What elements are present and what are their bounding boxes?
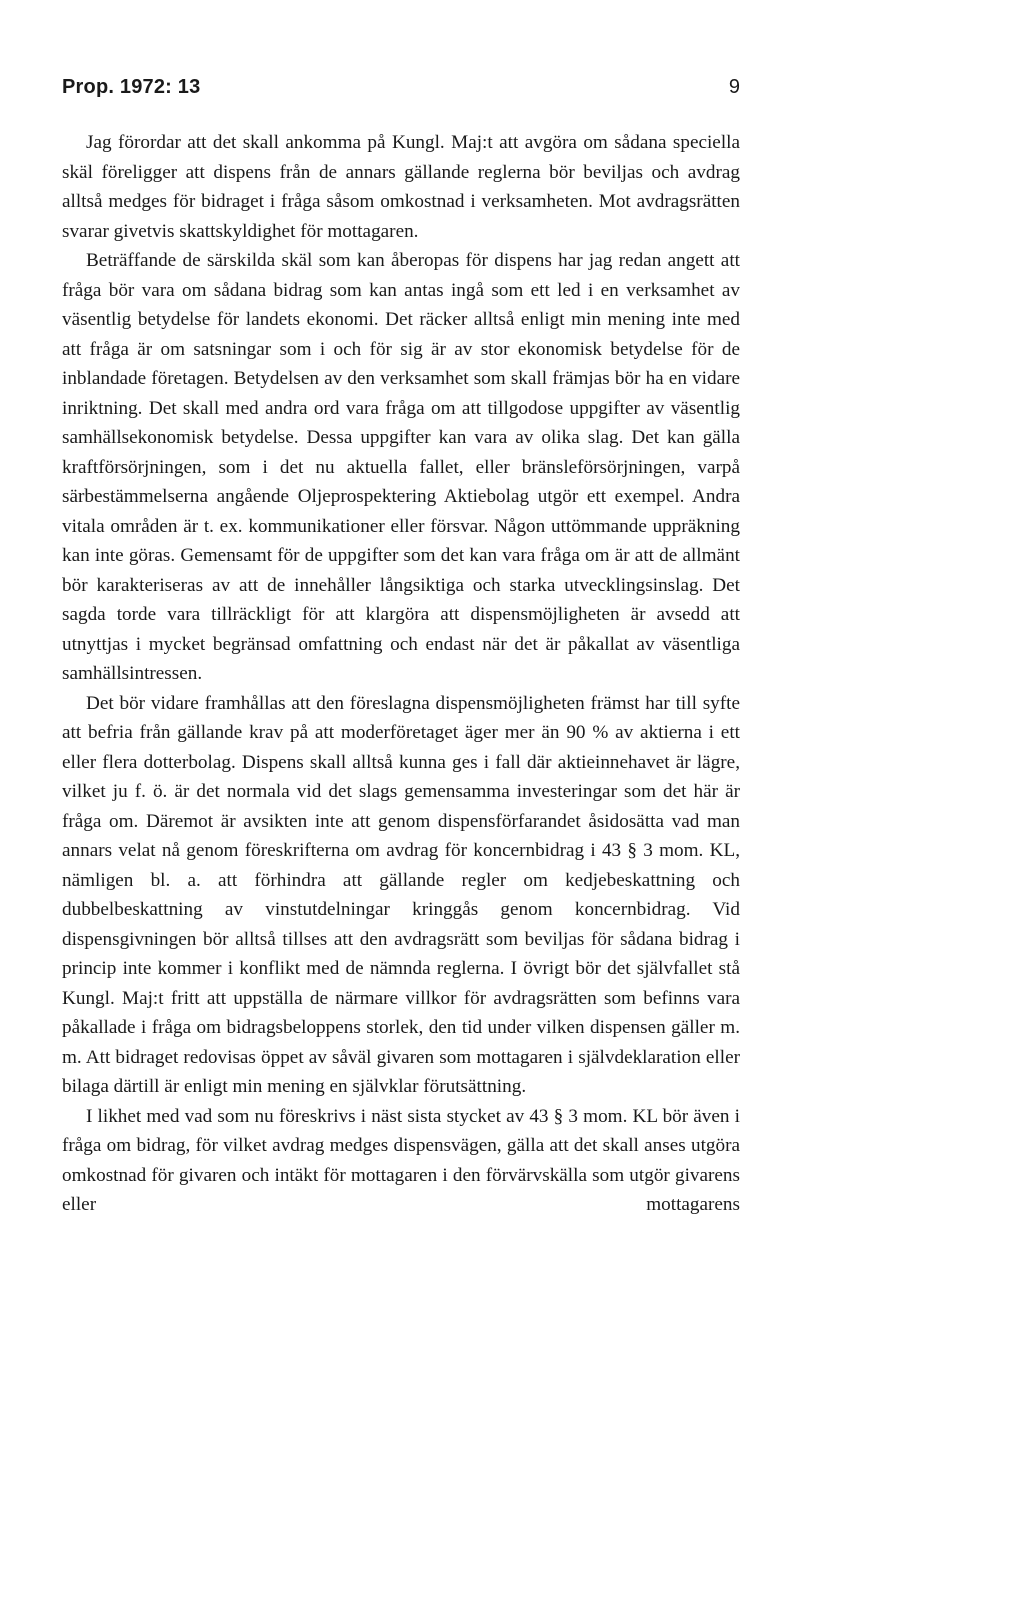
running-head: Prop. 1972: 13 bbox=[62, 76, 201, 98]
paragraph-4: I likhet med vad som nu föreskrivs i näst sista stycket av 43 § 3 mom. KL bör även i fråga om bidrag, för vilket avdrag medges dispensvägen, gälla att det skall anses utgöra omkostnad för givaren och intäkt för mottagaren i den förvärvskälla som utgör givarens eller mottagarens bbox=[62, 1105, 740, 1215]
paragraph-2: Beträffande de särskilda skäl som kan åberopas för dispens har jag redan angett att fråga bör vara om sådana bidrag som kan antas ingå som ett led i en verksamhet av väsentlig betydelse för landets ekonomi. Det räcker alltså enligt min mening inte med att fråga är om satsningar som i och för sig är av stor ekonomisk betydelse för de inblandade företagen. Betydelsen av den verksamhet som skall främjas bör ha en vidare inriktning. Det skall med andra ord vara fråga om att tillgodose uppgifter av väsentlig samhällsekonomisk betydelse. Dessa uppgifter kan vara av olika slag. Det kan gälla kraftförsörjningen, som i det nu aktuella fallet, eller bränsleförsörjningen, varpå särbestämmelserna angående Oljeprospektering Aktiebolag utgör ett exempel. Andra vitala områden är t. ex. kommunikationer eller försvar. Någon uttömmande uppräkning kan inte göras. Gemensamt för de uppgifter som det kan vara fråga om är att de allmänt bör karakteriseras av att de innehåller långsiktiga och starka utvecklingsinslag. Det sagda torde vara tillräckligt för att klargöra att dispensmöjligheten är avsedd att utnyttjas i mycket begränsad omfattning och endast när det är påkallat av väsentliga samhällsintressen. bbox=[62, 250, 740, 684]
page-header bbox=[62, 76, 740, 106]
document-page bbox=[62, 76, 740, 1220]
body-text bbox=[62, 128, 740, 1220]
page-number: 9 bbox=[728, 76, 740, 98]
paragraph-1: Jag förordar att det skall ankomma på Kungl. Maj:t att avgöra om sådana speciella skäl föreligger att dispens från de annars gällande reglerna bör beviljas och avdrag alltså medges för bidraget i fråga såsom omkostnad i verksamheten. Mot avdragsrätten svarar givetvis skattskyldighet för mottagaren. bbox=[62, 132, 740, 242]
paragraph-3: Det bör vidare framhållas att den föreslagna dispensmöjligheten främst har till syfte att befria från gällande krav på att moderföretaget äger mer än 90 % av aktierna i ett eller flera dotterbolag. Dispens skall alltså kunna ges i fall där aktieinnehavet är lägre, vilket ju f. ö. är det normala vid det slags gemensamma investeringar som det här är fråga om. Däremot är avsikten inte att genom dispensförfarandet åsidosätta vad man annars velat nå genom föreskrifterna om avdrag för koncernbidrag i 43 § 3 mom. KL, nämligen bl. a. att förhindra att gällande regler om kedjebeskattning och dubbelbeskattning av vinstutdelningar kringgås genom koncernbidrag. Vid dispensgivningen bör alltså tillses att den avdragsrätt som beviljas för sådana bidrag i princip inte kommer i konflikt med de nämnda reglerna. I övrigt bör det självfallet stå Kungl. Maj:t fritt att uppställa de närmare villkor för avdragsrätten som befinns vara påkallade i fråga om bidragsbeloppens storlek, den tid under vilken dispensen gäller m. m. Att bidraget redovisas öppet av såväl givaren som mottagaren i självdeklaration eller bilaga därtill är enligt min mening en självklar förutsättning. bbox=[62, 692, 740, 1097]
